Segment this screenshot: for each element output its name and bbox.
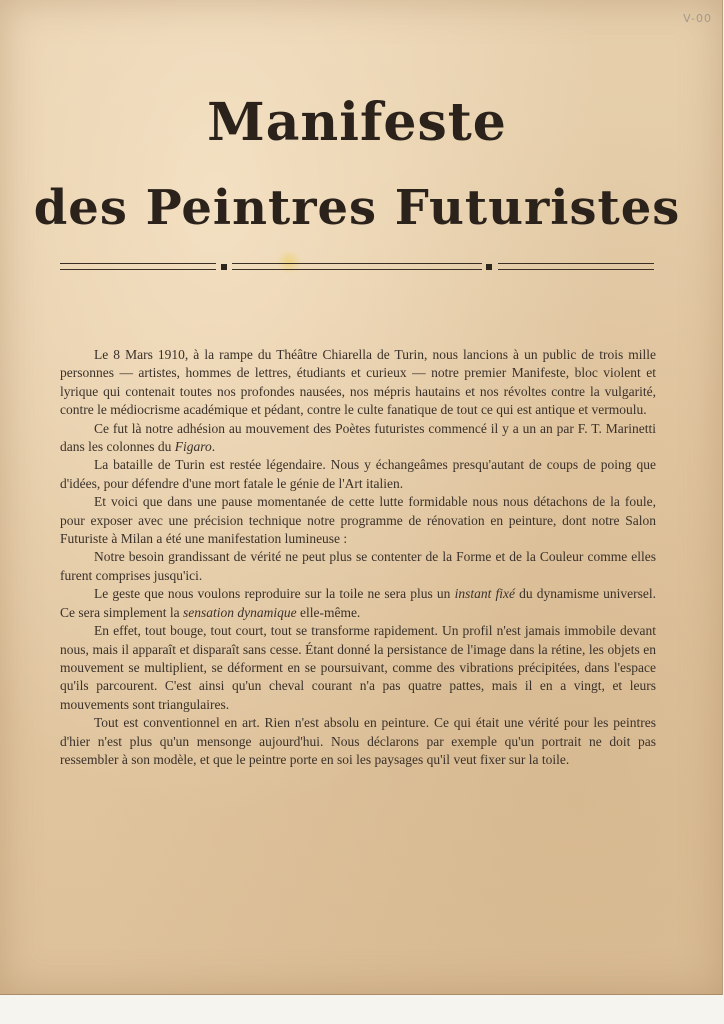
manifesto-paragraph <box>60 714 656 769</box>
paper-stain <box>276 250 302 274</box>
ornament-dot <box>221 264 227 270</box>
manifesto-paragraph <box>60 548 656 585</box>
manifesto-paragraph <box>60 456 656 493</box>
text-run: En effet, tout bouge, tout court, tout se transforme rapidement. Un profil n'est jamais immobile devant nous, mais il apparaît et disparaît sans cesse. Étant donné la persistance de l'image dans la rétine, les objets en mouvement se multiplient, se déforment en se poursuivant, comme des vibrations précipitées, dans l'espace qu'ils parcourent. C'est ainsi qu'un cheval courant n'a pas quatre pattes, mais il en a vingt, et leurs mouvements sont triangulaires. <box>60 623 656 712</box>
text-run: du dynamisme universel. Ce sera simplement la <box>60 586 656 620</box>
text-run: Notre besoin grandissant de vérité ne peut plus se contenter de la Forme et de la Couleur comme elles furent comprises jusqu'ici. <box>60 549 656 583</box>
ornamental-rule-left <box>60 263 216 270</box>
manifesto-paragraph <box>60 346 656 420</box>
text-run: La bataille de Turin est restée légendaire. Nous y échangeâmes presqu'autant de coups de poing que d'idées, pour défendre d'une mort fatale le génie de l'Art italien. <box>60 457 656 491</box>
text-run: Ce fut là notre adhésion au mouvement des Poètes futuristes commencé il y a un an par F. T. Marinetti dans les colonnes du <box>60 420 656 455</box>
page-backdrop <box>0 995 724 1024</box>
italic-text-run: Figaro <box>174 439 212 455</box>
italic-text-run: sensation dynamique <box>182 604 297 620</box>
title-line-2: des Peintres Futuristes <box>33 180 681 236</box>
ornament-dot <box>486 264 492 270</box>
manifesto-paragraph <box>60 493 656 548</box>
corner-note: V-00 <box>683 12 712 25</box>
text-run: Le 8 Mars 1910, à la rampe du Théâtre Chiarella de Turin, nous lancions à un public de trois mille personnes — artistes, hommes de lettres, étudiants et curieux — notre premier Manifeste, bloc violent et lyrique qui contenait toutes nos profondes nausées, nos mépris hautains et nos révoltes contre la vulgarité, contre le médiocrisme académique et pédant, contre le culte fanatique de tout ce qui est antique et vermoulu. <box>60 347 656 418</box>
text-run: . <box>211 439 216 455</box>
italic-text-run: instant fixé <box>454 586 515 602</box>
text-run: Et voici que dans une pause momentanée de cette lutte formidable nous nous détachons de la foule, pour exposer avec une précision technique notre programme de rénovation en peinture, dont notre Salon Futuriste à Milan a été une manifestation lumineuse : <box>60 494 656 547</box>
ornamental-rule-right <box>498 263 654 270</box>
manifesto-paragraph <box>60 622 656 714</box>
title-line-1: Manifeste <box>207 92 507 153</box>
ornamental-rule-center <box>232 263 482 270</box>
text-run: Le geste que nous voulons reproduire sur la toile ne sera plus un <box>94 586 455 602</box>
text-run: elle-même. <box>296 604 361 620</box>
manifesto-paragraph <box>60 420 656 457</box>
manifesto-paragraph <box>60 585 656 622</box>
text-run: Tout est conventionnel en art. Rien n'est absolu en peinture. Ce qui était une vérité pour les peintres d'hier n'est plus qu'un mensonge aujourd'hui. Nous déclarons par exemple qu'un portrait ne doit pas ressembler à son modèle, et que le peintre porte en soi les paysages qu'il veut fixer sur la toile. <box>60 715 656 767</box>
manifesto-body <box>60 346 656 769</box>
